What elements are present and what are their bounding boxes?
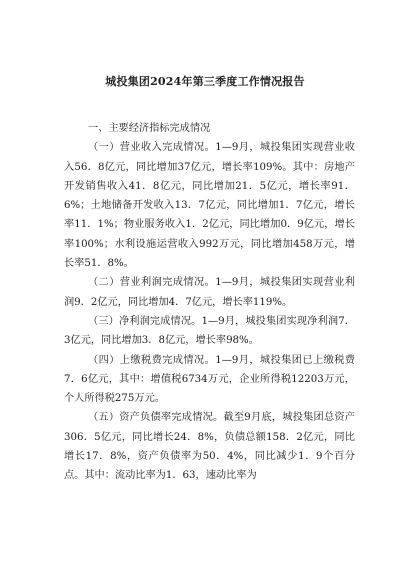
- paragraph-debt-ratio: （五）资产负债率完成情况。截至9月底，城投集团总资产306．5亿元，同比增长24．8%，负债总额158．2亿元，同比增长17．8%，资产负债率为50．4%，同比减少1．9个百分点。其中：流动比率为1．63，速动比率为: [64, 412, 355, 482]
- document-body: [64, 119, 355, 486]
- paragraph-revenue: （一）营业收入完成情况。1—9月，城投集团实现营业收入56．8亿元，同比增加37亿元，增长率109%。其中：房地产开发销售收入41．8亿元，同比增加21．5亿元，增长率91．6%；土地储备开发收入13．7亿元，同比增加1．7亿元，增长率11．1%；物业服务收入1．2亿元，同比增加0．9亿元，增长率100%；水利设施运营收入992万元，同比增加458万元，增长率51．8%。: [64, 142, 355, 270]
- document-title: 城投集团2024年第三季度工作情况报告: [105, 75, 305, 88]
- paragraph-net-profit: （三）净利润完成情况。1—9月，城投集团实现净利润7．3亿元，同比增加3．8亿元，增长率98%。: [64, 315, 355, 347]
- paragraph-taxes: （四）上缴税费完成情况。1—9月，城投集团已上缴税费7．6亿元，其中：增值税6734万元，企业所得税12203万元，个人所得税275万元。: [64, 354, 355, 405]
- section-heading: 一、主要经济指标完成情况: [88, 123, 211, 134]
- paragraph-operating-profit: （二）营业利润完成情况。1—9月，城投集团实现营业利润9．2亿元，同比增加4．7亿元，增长率119%。: [64, 277, 355, 308]
